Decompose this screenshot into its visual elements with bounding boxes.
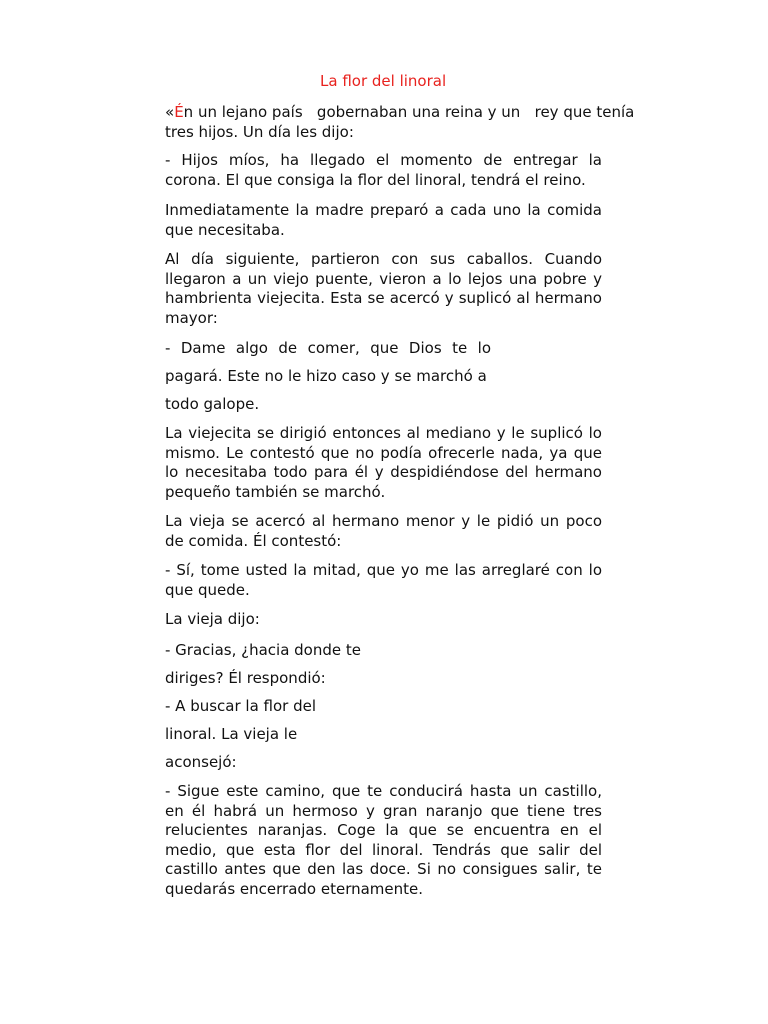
intro-paragraph bbox=[165, 103, 660, 142]
paragraph-madre: Inmediatamente la madre preparó a cada uno la comida que necesitaba. bbox=[165, 201, 602, 239]
paragraph-hijos: - Hijos míos, ha llegado el momento de entregar la corona. El que consiga la flor del linoral, tendrá el reino. bbox=[165, 151, 602, 189]
paragraph-mediano: La viejecita se dirigió entonces al mediano y le suplicó lo mismo. Le contestó que no podía ofrecerle nada, ya que lo necesitaba todo para él y despidiéndose del hermano pequeño también se marchó. bbox=[165, 424, 602, 501]
paragraph-linoral: linoral. La vieja le bbox=[165, 725, 298, 743]
intro-line-2: tres hijos. Un día les dijo: bbox=[165, 122, 354, 141]
paragraph-mitad: - Sí, tome usted la mitad, que yo me las arreglaré con lo que quede. bbox=[165, 561, 602, 599]
paragraph-diriges: diriges? Él respondió: bbox=[165, 669, 326, 687]
paragraph-aconsejo: aconsejó: bbox=[165, 753, 237, 771]
paragraph-buscar: - A buscar la flor del bbox=[165, 697, 317, 715]
paragraph-dame-line-2: pagará. Este no le hizo caso y se marchó a bbox=[165, 367, 487, 385]
drop-letter: É bbox=[174, 103, 184, 121]
document-title: La flor del linoral bbox=[320, 72, 447, 90]
paragraph-partieron: Al día siguiente, partieron con sus caballos. Cuando llegaron a un viejo puente, vieron a lo lejos una pobre y hambrienta viejecita. Esta se acercó y suplicó al hermano mayor: bbox=[165, 250, 602, 327]
intro-line-1: n un lejano país gobernaban una reina y un rey que tenía bbox=[183, 103, 635, 121]
opening-quote: « bbox=[165, 103, 175, 121]
paragraph-vieja-dijo: La vieja dijo: bbox=[165, 610, 260, 628]
paragraph-dame-line-3: todo galope. bbox=[165, 395, 260, 413]
paragraph-sigue: - Sigue este camino, que te conducirá hasta un castillo, en él habrá un hermoso y gran naranjo que tiene tres relucientes naranjas. Coge la que se encuentra en el medio, que esta flor del linoral. Tendrás que salir del castillo antes que den las doce. Si no consigues salir, te quedarás encerrado eternamente. bbox=[165, 782, 602, 898]
paragraph-dame-line-1: - Dame algo de comer, que Dios te lo bbox=[165, 339, 491, 357]
paragraph-menor: La vieja se acercó al hermano menor y le pidió un poco de comida. Él contestó: bbox=[165, 512, 602, 550]
paragraph-gracias: - Gracias, ¿hacia donde te bbox=[165, 641, 361, 659]
